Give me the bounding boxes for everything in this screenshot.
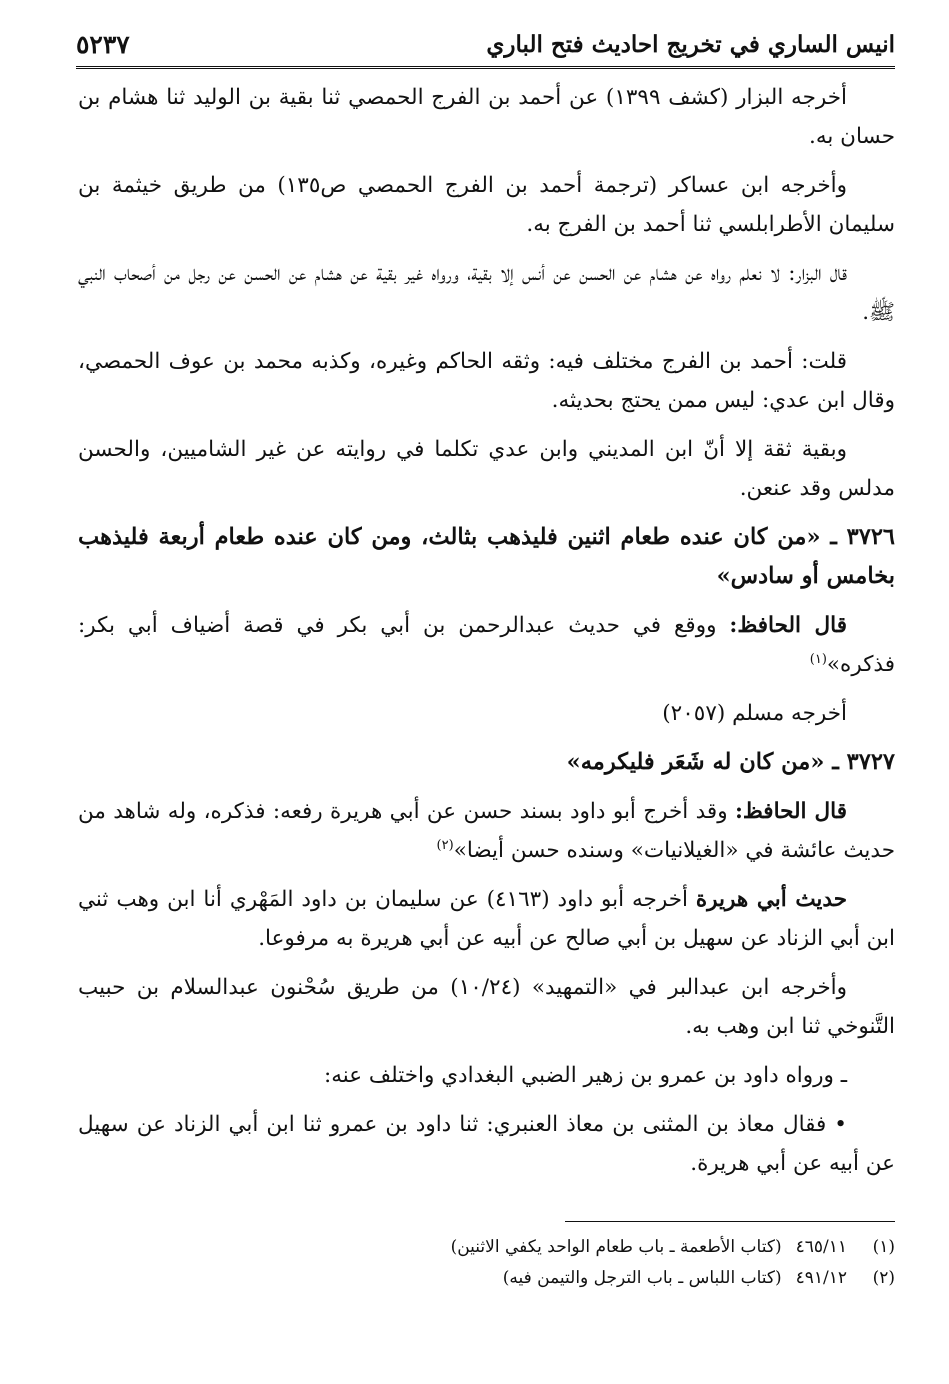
hafiz-label: قال الحافظ: (729, 613, 847, 638)
paragraph: قال البزار: لا نعلم رواه عن هشام عن الحسن عن أنس إلا بقية، ورواه غير بقية عن هشام عن الحسن عن رجل من أصحاب النبي ﷺ. (78, 261, 895, 325)
paragraph: قلت: أحمد بن الفرج مختلف فيه: وثقه الحاكم وغيره، وكذبه محمد بن عوف الحمصي، وقال ابن عدي: ليس ممن يحتج بحديثه. (78, 349, 895, 413)
hadith-heading-3726: ٣٧٢٦ ـ «من كان عنده طعام اثنين فليذهب بثالث، ومن كان عنده طعام أربعة فليذهب بخامس أو سادس» (78, 524, 895, 589)
paragraph: وأخرجه ابن عبدالبر في «التمهيد» (١٠/٢٤) من طريق سُحْنون عبدالسلام بن حبيب التَّنوخي ثنا ابن وهب به. (78, 975, 895, 1039)
hafiz-label: قال الحافظ: (734, 799, 847, 824)
paragraph: ـ ورواه داود بن عمرو بن زهير الضبي البغدادي واختلف عنه: (323, 1063, 847, 1088)
abu-hurayra-paragraph: حديث أبي هريرة أخرجه أبو داود (٤١٦٣) عن سليمان بن داود المَهْري أنا ابن وهب ثني ابن أبي الزناد عن سهيل بن أبي صالح عن أبيه عن أبي هريرة به مرفوعا. (78, 887, 895, 951)
footnotes (78, 1232, 895, 1294)
page-number: ٥٢٣٧ (76, 29, 130, 59)
running-title: انيس الساري في تخريج احاديث فتح الباري (486, 30, 895, 58)
hadith-heading-3727: ٣٧٢٧ ـ «من كان له شَعَر فليكرمه» (566, 749, 895, 775)
paragraph: • فقال معاذ بن المثنى بن معاذ العنبري: ثنا داود بن عمرو ثنا ابن أبي الزناد عن سهيل عن أبيه عن أبي هريرة. (78, 1112, 895, 1176)
footnote: (٢) ٤٩١/١٢ (كتاب اللباس ـ باب الترجل والتيمن فيه) (502, 1268, 895, 1288)
footnote-marker: (٢) (436, 837, 454, 853)
footnote-marker: (١) (809, 651, 827, 667)
hafiz-comment: قال الحافظ: ووقع في حديث عبدالرحمن بن أبي بكر في قصة أضياف أبي بكر: فذكره»$^{(١)}$ (78, 613, 895, 677)
main-text (78, 78, 895, 1193)
paragraph: أخرجه البزار (كشف ١٣٩٩) عن أحمد بن الفرج الحمصي ثنا بقية بن الوليد ثنا هشام بن حسان به. (78, 85, 895, 149)
takhrij-line: أخرجه مسلم (٢٠٥٧) (662, 701, 847, 726)
footnote: (١) ٤٦٥/١١ (كتاب الأطعمة ـ باب طعام الواحد يكفي الاثنين) (450, 1237, 895, 1257)
abu-hurayra-label: حديث أبي هريرة (695, 887, 847, 912)
footnote-separator (565, 1221, 895, 1222)
page-header (76, 22, 895, 69)
paragraph: وبقية ثقة إلا أنّ ابن المديني وابن عدي تكلما في روايته عن غير الشاميين، والحسن مدلس وقد عنعن. (78, 437, 895, 501)
hafiz-comment: قال الحافظ: وقد أخرج أبو داود بسند حسن عن أبي هريرة رفعه: فذكره، وله شاهد من حديث عائشة في «الغيلانيات» وسنده حسن أيضا»$^{(٢)}$ (78, 799, 895, 863)
paragraph: وأخرجه ابن عساكر (ترجمة أحمد بن الفرج الحمصي ص١٣٥) من طريق خيثمة بن سليمان الأطرابلسي ثنا أحمد بن الفرج به. (78, 173, 895, 237)
